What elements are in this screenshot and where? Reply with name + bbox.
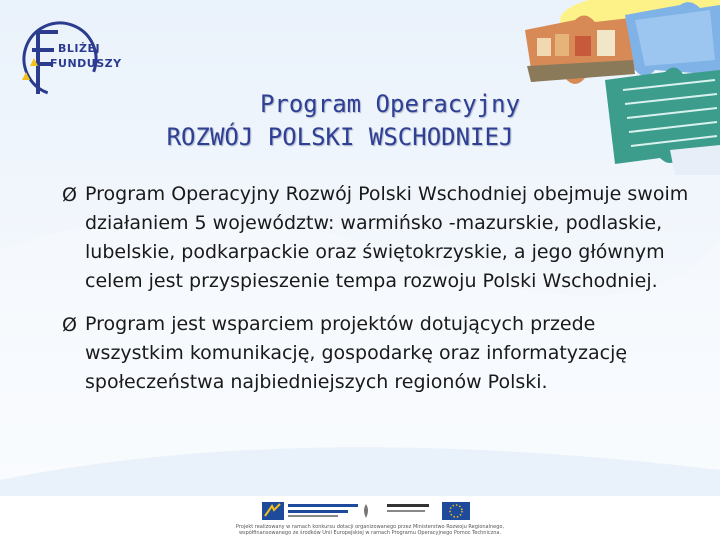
eu-funding-logos	[262, 500, 472, 522]
bullet-text: Program Operacyjny Rozwój Polski Wschodniej obejmuje swoim działaniem 5 województw: warmińsko -mazurskie, podlaskie, lubelskie, podkarpackie oraz świętokrzyskie, a jego głównym celem jest przyspieszenie tempa rozwoju Polski Wschodniej.	[85, 183, 689, 292]
footer-line1: Projekt realizowany w ramach konkursu dotacji organizowanego przez Ministerstwo Rozwoju Regionalnego,	[235, 524, 505, 530]
bullet-text: Program jest wsparciem projektów dotujących przede wszystkim komunikację, gospodarkę oraz informatyzację społeczeństwa najbiedniejszych regionów Polski.	[85, 313, 628, 393]
page-title-line2: ROZWÓJ POLSKI WSCHODNIEJ	[166, 123, 514, 151]
footer-disclaimer	[190, 524, 550, 536]
arrow-bullet-icon: Ø	[62, 184, 77, 206]
logo-text-line1: BLIŻEJ	[58, 42, 101, 55]
arrow-bullet-icon: Ø	[62, 314, 77, 336]
bullet-list	[62, 180, 692, 411]
footer-line2: współfinansowanego ze środków Unii Europejskiej w ramach Programu Operacyjnego Pomoc Techniczna.	[238, 530, 502, 536]
bullet-item	[62, 310, 692, 397]
bullet-item	[62, 180, 692, 296]
page-title-line1: Program Operacyjny	[259, 90, 521, 118]
logo-text-line2: FUNDUSZY	[50, 57, 122, 70]
